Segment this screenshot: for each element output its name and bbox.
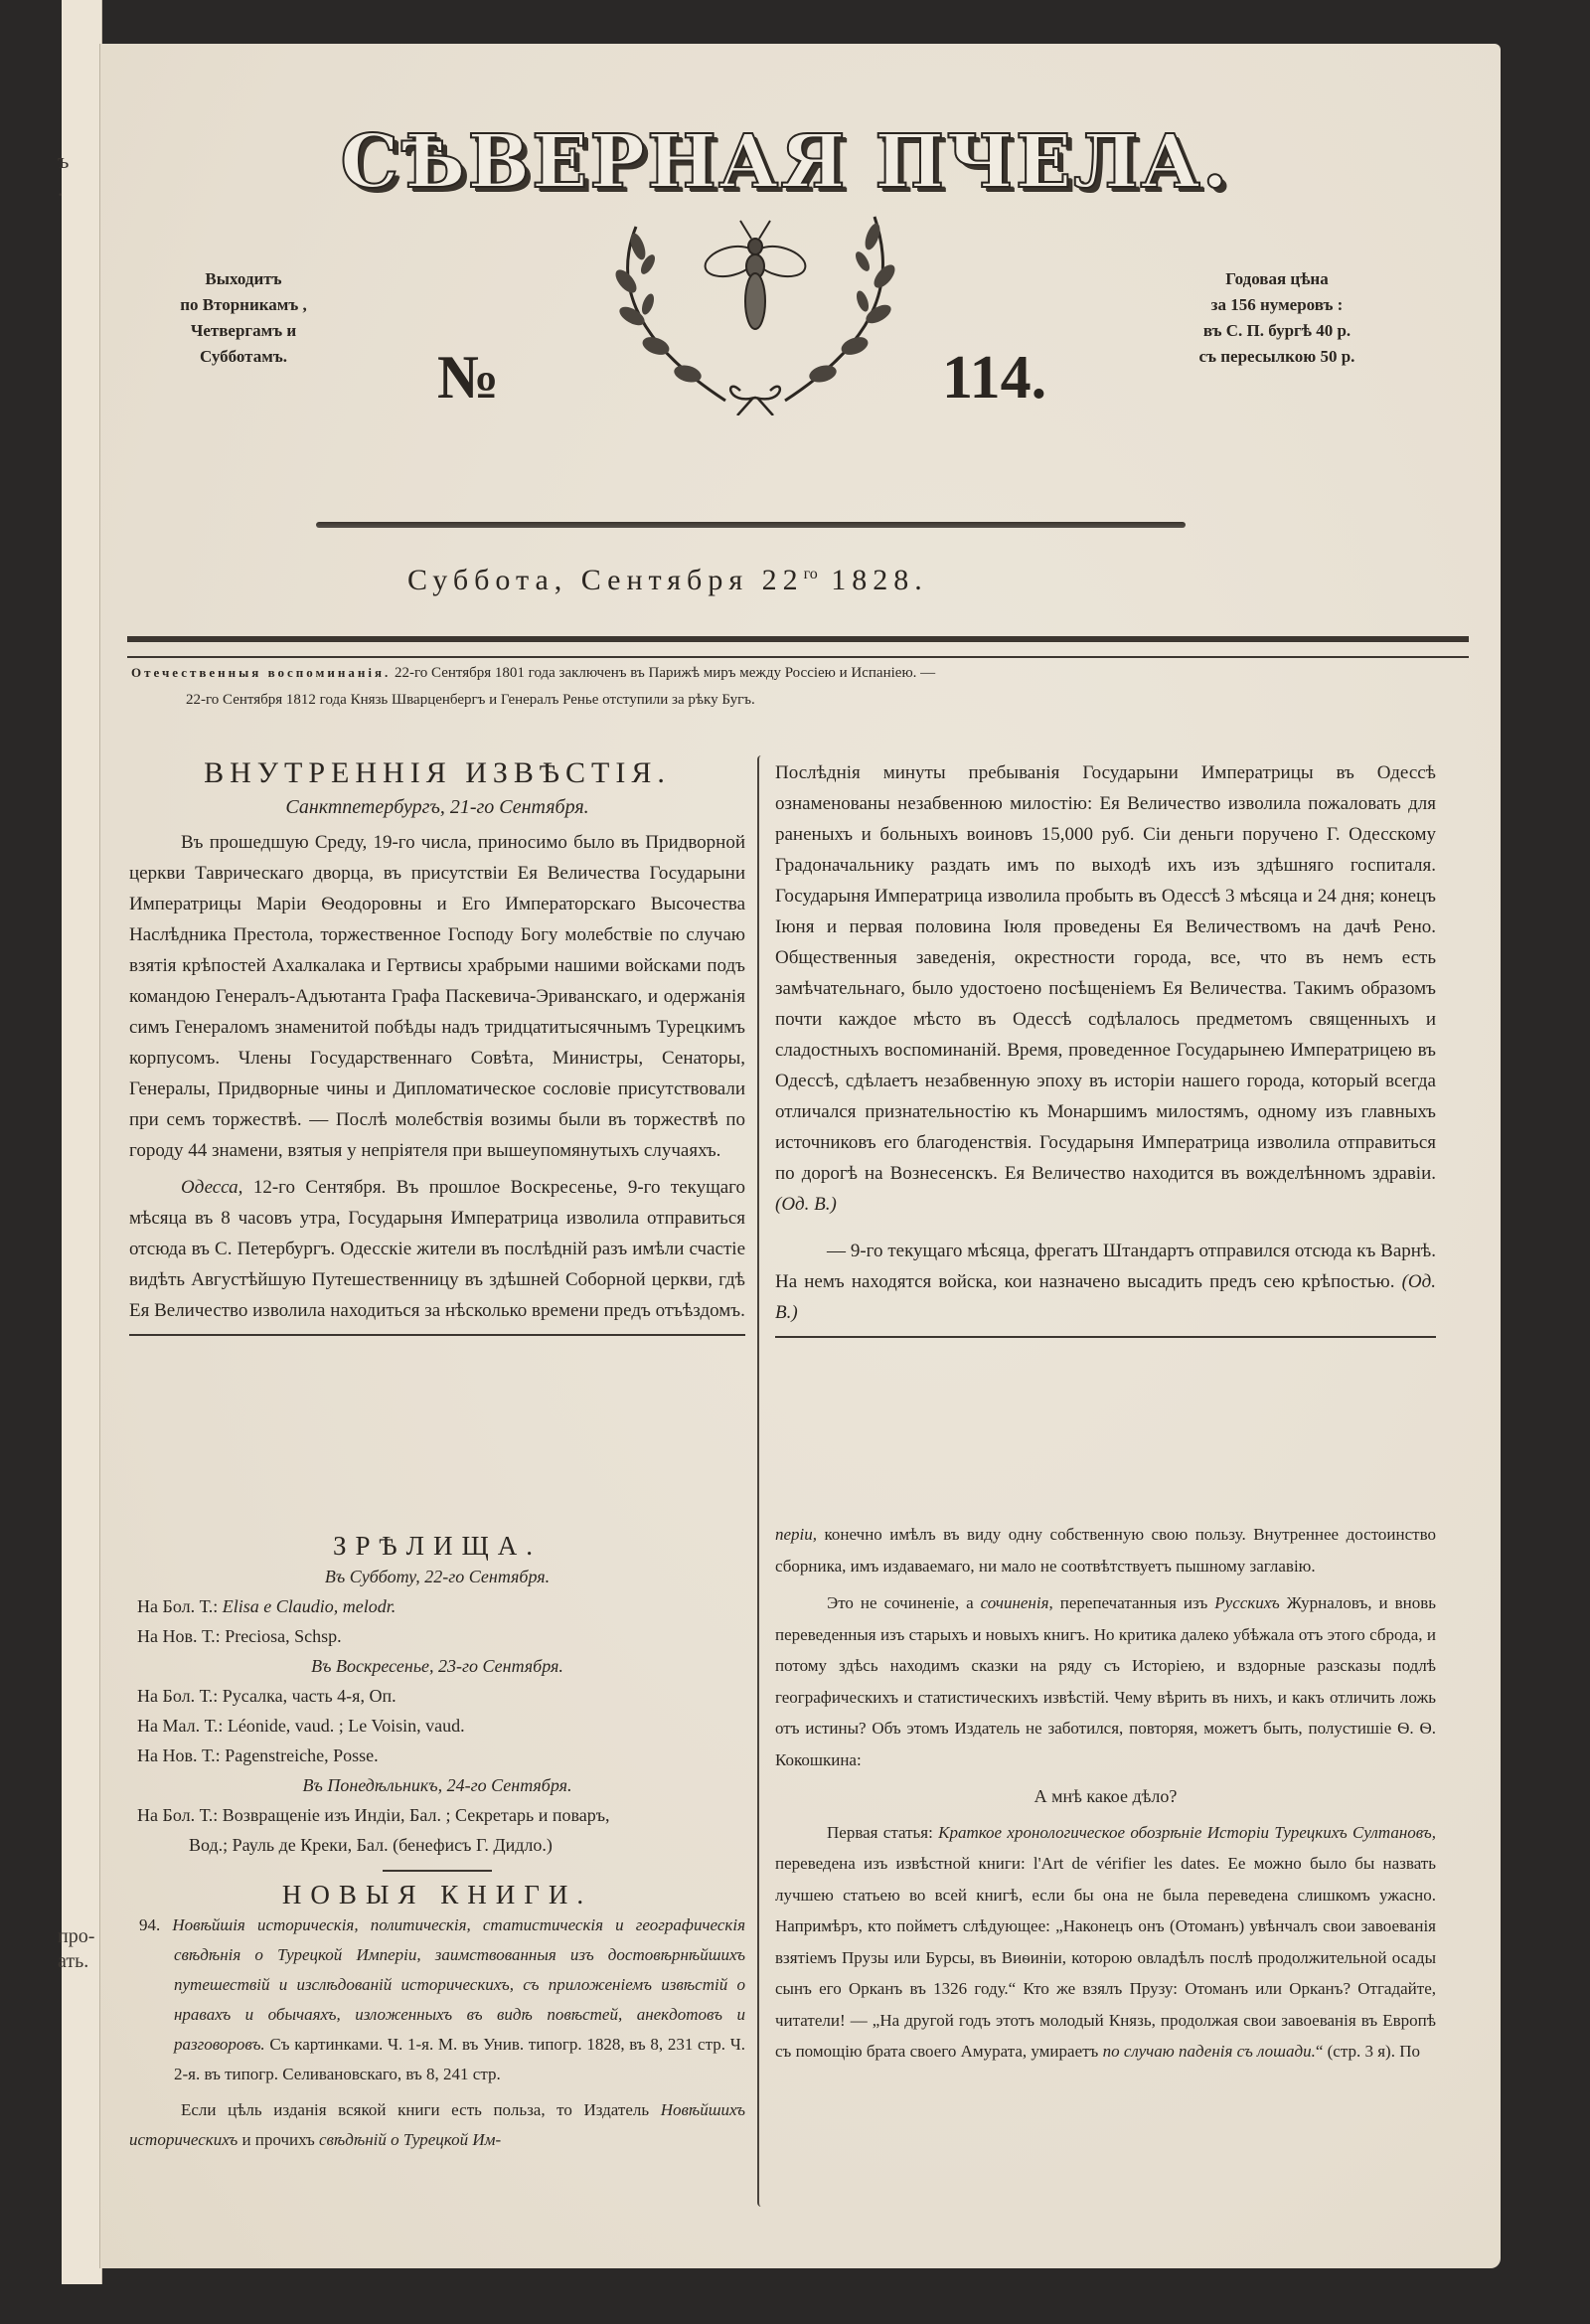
theater-entry (129, 1741, 745, 1770)
memories-text: 22-го Сентября 1801 года заключенъ въ Парижѣ миръ между Россіею и Испаніею. — (394, 665, 936, 681)
program: Русалка, часть 4-я, Оп. (222, 1686, 397, 1706)
publication-schedule (139, 266, 348, 370)
internal-news-continued (775, 757, 1436, 1352)
price-line: Годовая цѣна (1225, 269, 1329, 288)
bee (702, 221, 808, 329)
venue: На Бол. Т.: (137, 1596, 219, 1616)
page-fold-edge (99, 44, 108, 2268)
news-dateline: Санктпетербургъ, 21-го Сентября. (285, 796, 589, 818)
review-text: и прочихъ (241, 2130, 315, 2149)
venue: На Мал. Т.: (137, 1716, 224, 1736)
review-paragraph (775, 1587, 1436, 1775)
theater-day-label: Въ Субботу, 22-го Сентября. (324, 1567, 551, 1586)
price-line: съ пересылкою 50 р. (1198, 347, 1355, 366)
edge-fragment-top (58, 147, 69, 202)
memories-line-1 (131, 659, 1468, 687)
venue: На Нов. Т.: (137, 1626, 221, 1646)
theater-day-label: Въ Понедѣльникъ, 24-го Сентября. (302, 1775, 572, 1795)
weekday: Суббота, (407, 564, 568, 596)
review-text: конечно имѣлъ въ виду одну собственную свою пользу. Внутреннее достоинство сборника, имъ издаваемаго, ни мало не соотвѣтствуетъ пышному заглавію. (775, 1525, 1437, 1576)
theater-entry (129, 1681, 745, 1711)
annual-price-info (1143, 266, 1411, 370)
bee-wreath-emblem-icon (576, 207, 934, 415)
issue-date (407, 564, 1143, 597)
book-review-continued (775, 1519, 1436, 2074)
review-italic: Русскихъ (1214, 1593, 1280, 1612)
source-citation: (Од. В.) (775, 1271, 1437, 1323)
header-double-rule (127, 636, 1469, 658)
book-entry (129, 1910, 745, 2089)
news-paragraph (775, 1236, 1436, 1328)
news-paragraph: Въ прошедшую Среду, 19-го числа, приносимо было въ Придворной церкви Таврическаго дворца, въ присутствіи Ея Величества Государыни Императрицы Маріи Ѳеодоровны и Его Императорскаго Высочества Наслѣдника Престола, торжественное Господу Богу молебствіе по случаю взятія крѣпостей Ахалкалака и Гертвисы храбрыми нашими войсками подъ командою Генералъ-Адъютанта Графа Паскевича-Эриванскаго, и одержанія симъ Генераломъ знаменитой побѣды надъ тридцатитысячнымъ Турецкимъ корпусомъ. Члены Государственнаго Совѣта, Министры, Сенаторы, Генералы, Придворные чины и Дипломатическое сословіе присутствовали при семъ торжествѣ. — Послѣ молебствія возимы были въ торжествѣ по городу 44 знамени, взятыя у непріятеля при вышеупомянутыхъ случаяхъ. (129, 832, 745, 1161)
book-title: Новѣйшія историческія, политическія, статистическія и географическія свѣдѣнія о Турецкой Имперіи, заимствованныя изъ достовѣрнѣйшихъ путешествій и изслѣдованій историческихъ, съ приложеніемъ извѣстій о нравахъ и обычаяхъ, изложенныхъ въ видѣ повѣстей, анекдотовъ и разговоровъ. (172, 1915, 746, 2054)
theater-entry (129, 1800, 745, 1830)
section-rule (383, 1870, 492, 1872)
memories-line-2: 22-го Сентября 1812 года Князь Шварценбергъ и Генералъ Ренье отступили за рѣку Бугъ. (186, 692, 755, 708)
program: Возвращеніе изъ Индіи, Бал. ; Секретарь и поваръ, (222, 1805, 610, 1825)
venue: На Бол. Т.: (137, 1686, 219, 1706)
price-line: въ С. П. бургѣ 40 р. (1202, 321, 1352, 340)
schedule-line: Выходитъ (205, 269, 282, 288)
review-italic: по случаю паденія съ лошади. (1102, 2042, 1316, 2061)
paragraph-text: 12-го Сентября. Въ прошлое Воскресенье, 9-го текущаго мѣсяца въ 8 часовъ утра, Государыня Императрица изволила отправиться отсюда въ С. Петербургъ. Одесскіе жители въ послѣдній разъ имѣли счастіе видѣть Августѣйшую Путешественницу въ здѣшней Соборной церкви, гдѣ Ея Величество изволила находиться за нѣсколько времени предъ отъѣздомъ. (129, 1177, 745, 1321)
edge-fragment-text: про- (58, 1925, 95, 1947)
theater-day-label: Въ Воскресенье, 23-го Сентября. (311, 1656, 563, 1676)
memories-label: Отечественныя воспоминанія. (131, 665, 392, 680)
review-italic: Новѣйшихъ историческихъ (129, 2100, 745, 2149)
edge-fragment-text: . (58, 175, 64, 201)
issue-number: 114. (942, 344, 1047, 412)
venue: На Нов. Т.: (137, 1745, 221, 1765)
edge-fragment-bottom (58, 1924, 94, 1974)
entry-number: 94. (139, 1915, 161, 1934)
theater-entry (129, 1591, 745, 1621)
schedule-line: Четвергамъ и (190, 321, 297, 340)
edge-fragment-text: ъ (58, 148, 70, 173)
month: Сентября (580, 564, 749, 596)
national-memories (131, 659, 1468, 714)
section-rule (129, 1334, 745, 1336)
internal-news-section (129, 757, 745, 1350)
program: Preciosa, Schsp. (225, 1626, 342, 1646)
paragraph-text: Послѣднія минуты пребыванія Государыни Императрицы въ Одессѣ ознаменованы незабвенною милостію: Ея Величество изволила пожаловать для раненыхъ и больныхъ воиновъ 15,000 руб. Сіи деньги поручено Г. Одесскому Градоначальнику раздать имъ по выходѣ ихъ изъ здѣшняго госпиталя. Государыня Императрица изволила пробыть въ Одессѣ 3 мѣсяца и 24 дня; конецъ Іюня и первая половина Іюля проведены Ея Величествомъ на дачѣ Рено. Общественныя заведенія, окрестности города, все, что въ немъ есть замѣчательнаго, было удостоено посѣщеніемъ Ея Величества. Такимъ образомъ почти каждое мѣсто въ Одессѣ содѣлалось предметомъ священныхъ и сладостныхъ воспоминаній. Время, проведенное Государынею Императрицею въ Одессѣ, сдѣлаетъ незабвенную эпоху въ исторіи нашего города, который всегда отличался признательностію къ Монаршимъ милостямъ, одному изъ главныхъ источниковъ его благоденствія. Государыня Императрица изволила отправиться по дорогѣ на Вознесенскъ. Ея Величество находится въ вожделѣнномъ здравіи. (775, 762, 1436, 1184)
schedule-line: Субботамъ. (200, 347, 287, 366)
review-text: переведена изъ извѣстной книги: l'Art de vérifier les dates. Ее можно было бы назвать лучшею статьею во всей книгѣ, если бы она не была переведена слишкомъ ужасно. Напримѣръ, кто пойметъ слѣдующее: „Наконецъ онъ (Отоманъ) увѣнчалъ свои завоеванія взятіемъ Прузы или Бурсы, въ Виѳиніи, которою овладѣлъ послѣ продолжительной осады сынъ его Орканъ въ 1326 году.“ Кто же взялъ Прузу: Отоманъ или Орканъ? Отгадайте, читатели! — „На другой годъ этотъ молодый Князь, продолжая свои завоеванія въ Европѣ съ помощію брата своего Амурата, умираетъ (775, 1854, 1436, 2061)
review-text: Журналовъ, и вновь переведенныя изъ старыхъ и новыхъ книгъ. Но критика далеко убѣжала отъ этого сброда, и потому здѣсь находимъ сказки на ряду съ Исторіею, и вздорные разсказы подлѣ географическихъ и статистическихъ извѣстій. Чему вѣрить въ нихъ, и какъ отличить ложь отъ истины? Объ этомъ Издатель не заботился, повторяя, можетъ быть, полустишіе Ѳ. Ѳ. Кокошкина: (775, 1593, 1437, 1769)
newspaper-title: СѢВЕРНАЯ ПЧЕЛА. (340, 119, 1230, 205)
review-italic: періи, (775, 1525, 818, 1544)
price-line: за 156 нумеровъ : (1210, 295, 1344, 314)
program: Pagenstreiche, Posse. (225, 1745, 379, 1765)
theaters-and-books (129, 1531, 745, 2161)
review-paragraph (775, 1519, 1436, 1581)
program: Léonide, vaud. ; Le Voisin, vaud. (227, 1716, 465, 1736)
theater-entry-continuation: Вод.; Рауль де Креки, Бал. (бенефисъ Г. Дидло.) (189, 1835, 553, 1855)
edge-fragment-text: ать. (58, 1950, 89, 1972)
theater-entry (129, 1711, 745, 1741)
section-rule (775, 1336, 1436, 1338)
review-italic: свѣдѣній о Турецкой Им- (319, 2130, 502, 2149)
column-divider (757, 755, 765, 2207)
venue: На Бол. Т.: (137, 1805, 219, 1825)
news-paragraph (129, 1172, 745, 1326)
section-heading: ВНУТРЕННІЯ ИЗВѢСТІЯ. (204, 756, 671, 789)
review-paragraph (775, 1817, 1436, 2068)
city-name: Одесса, (181, 1177, 243, 1198)
news-paragraph (775, 757, 1436, 1220)
section-heading: ЗРѢЛИЩА. (333, 1531, 542, 1561)
review-text: Первая статья: (827, 1822, 933, 1842)
section-heading: НОВЫЯ КНИГИ. (281, 1880, 593, 1909)
source-citation: (Од. В.) (775, 1194, 837, 1215)
issue-number-sign: № (437, 344, 500, 412)
review-text: “ (стр. 3 я). По (1315, 2042, 1420, 2061)
book-details: Съ картинками. Ч. 1-я. М. въ Унив. типогр. 1828, въ 8, 231 стр. Ч. 2-я. въ типогр. Селивановскаго, въ 8, 241 стр. (174, 2035, 745, 2083)
program: Elisa e Claudio, melodr. (222, 1596, 397, 1616)
schedule-line: по Вторникамъ , (180, 295, 307, 314)
review-text: Это не сочиненіе, а (827, 1593, 974, 1612)
masthead-rule (316, 522, 1186, 528)
paragraph-text: — 9-го текущаго мѣсяца, фрегатъ Штандартъ отправился отсюда къ Варнѣ. На немъ находятся войска, кои назначено высадить предъ сею крѣпостью. (775, 1241, 1436, 1292)
review-text: Если цѣль изданія всякой книги есть польза, то Издатель (181, 2100, 650, 2119)
review-text: , перепечатанныя изъ (1048, 1593, 1208, 1612)
year: 1828. (831, 564, 928, 596)
day-suffix: го (803, 566, 818, 582)
review-italic: Краткое хронологическое обозрѣніе Исторіи Турецкихъ Султановъ, (938, 1822, 1436, 1842)
review-italic: сочиненія (980, 1593, 1049, 1612)
theater-entry (129, 1621, 745, 1651)
quoted-verse: А мнѣ какое дѣло? (1034, 1786, 1178, 1806)
day: 22 (761, 564, 804, 596)
review-paragraph (129, 2095, 745, 2155)
